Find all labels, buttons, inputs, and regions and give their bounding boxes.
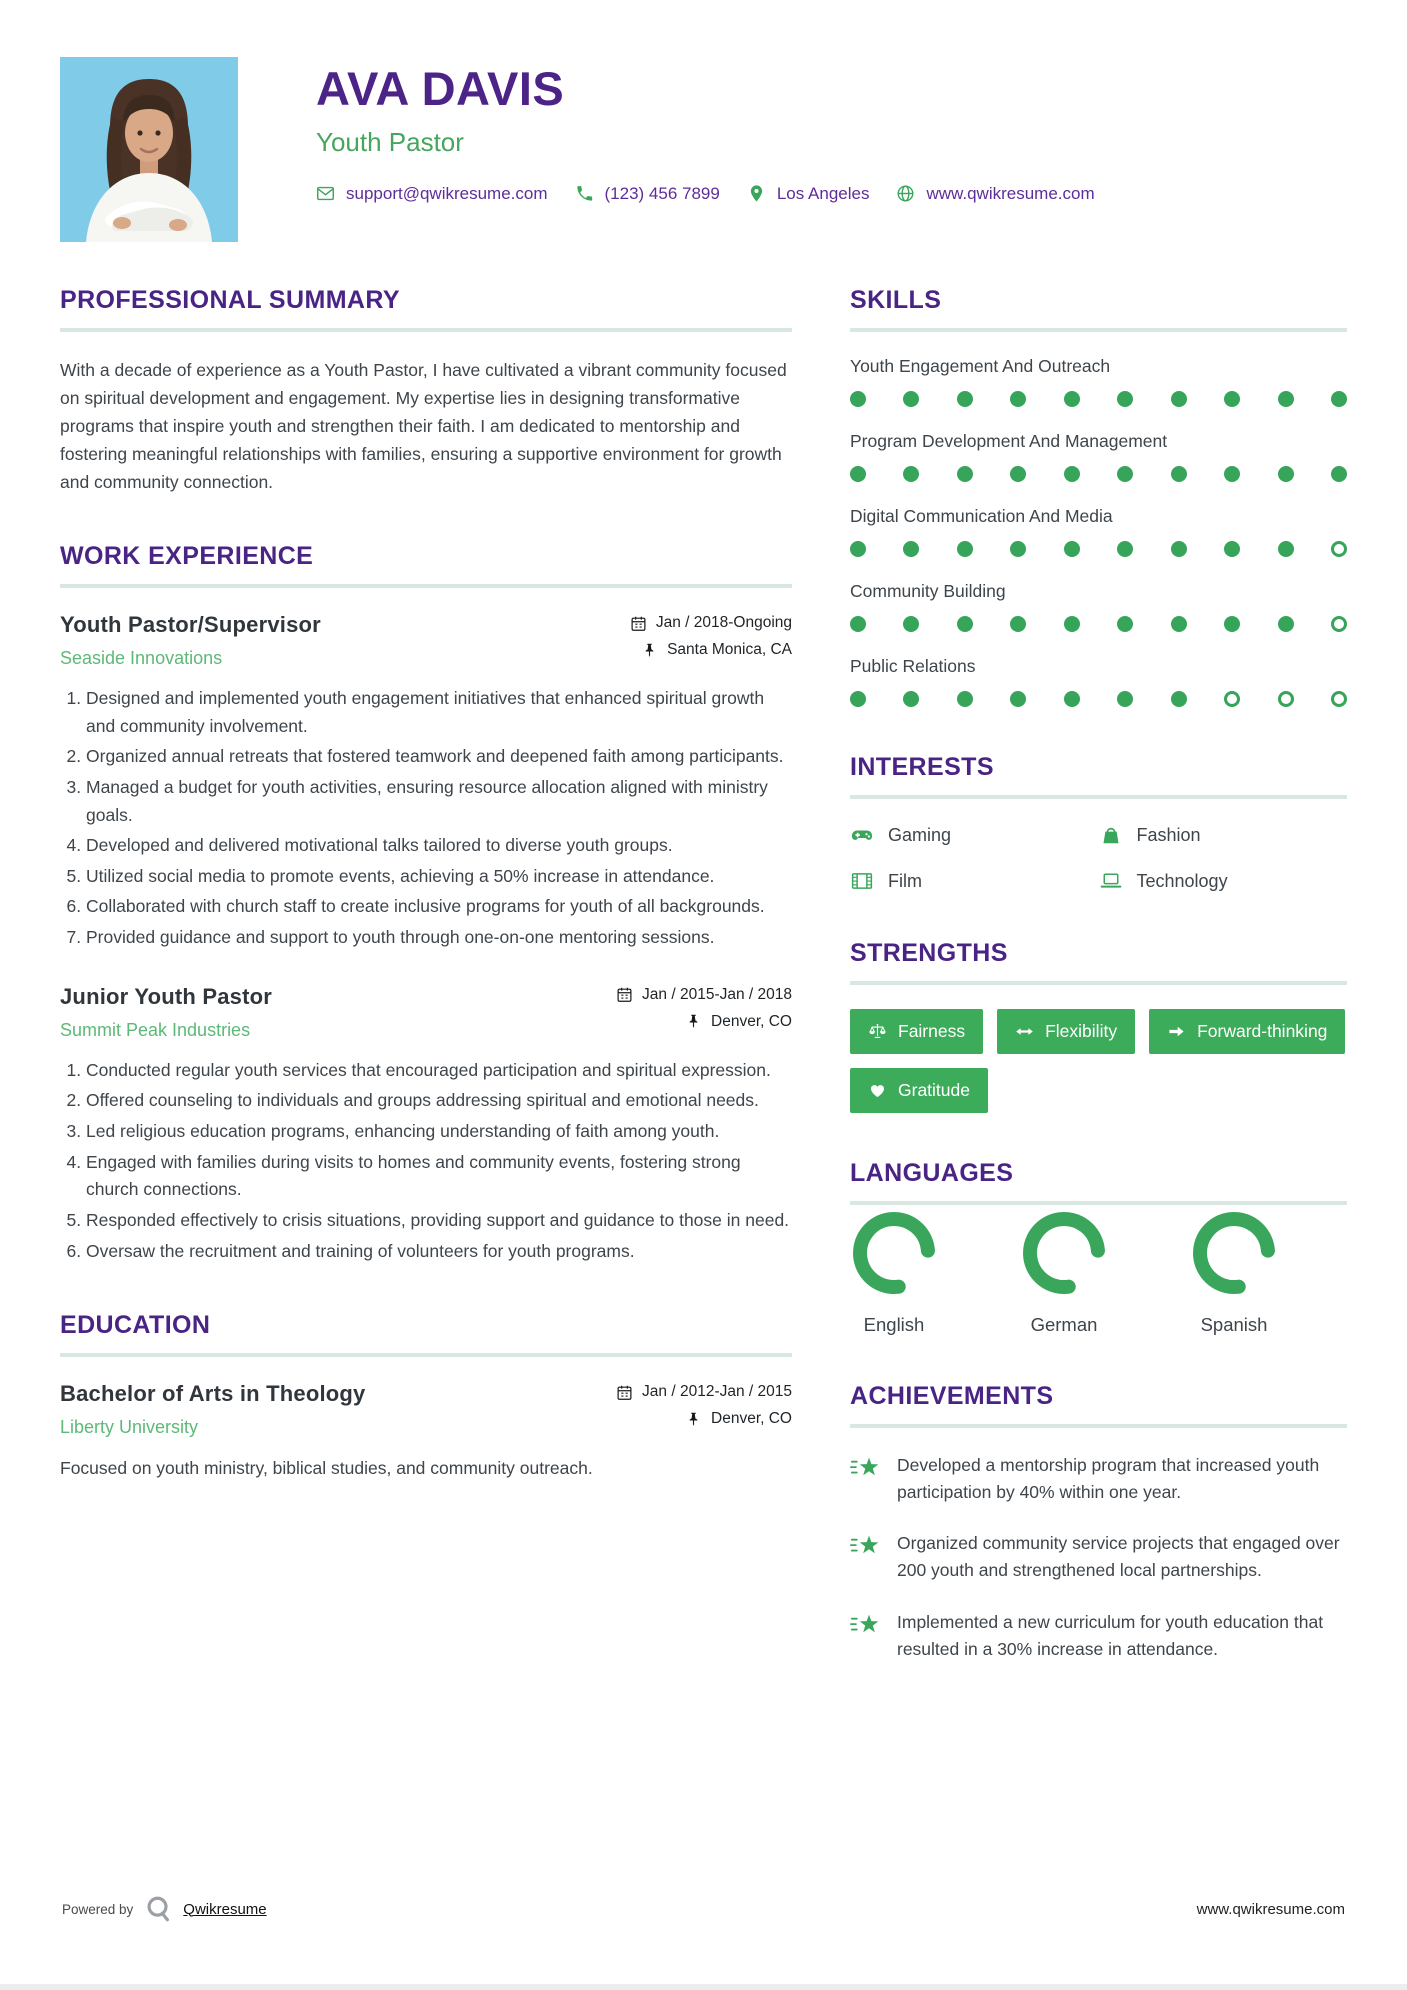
strength-label: Gratitude: [898, 1080, 970, 1100]
strength-badge: [850, 1009, 983, 1054]
skill-dot: [850, 466, 866, 482]
achievement-item: [850, 1609, 1347, 1663]
achievement-item: [850, 1452, 1347, 1506]
section-heading-summary: PROFESSIONAL SUMMARY: [60, 286, 792, 332]
skill-dot: [1278, 466, 1294, 482]
job-bullet: 3. Led religious education programs, enhancing understanding of faith among youth.: [86, 1118, 792, 1146]
achievement-text: Organized community service projects that engaged over 200 youth and strengthened local partnerships.: [897, 1533, 1340, 1581]
strength-badge: [997, 1009, 1135, 1054]
skill-dot: [1064, 391, 1080, 407]
section-heading-work: WORK EXPERIENCE: [60, 542, 792, 588]
skill-name: Program Development And Management: [850, 431, 1168, 451]
job-dates: Jan / 2015-Jan / 2018: [616, 986, 792, 1004]
candidate-title: Youth Pastor: [316, 126, 464, 157]
school-name: Liberty University: [60, 1417, 199, 1438]
pushpin-icon: [641, 642, 658, 659]
job-bullet: 2. Offered counseling to individuals and groups addressing spiritual and emotional needs.: [86, 1087, 792, 1115]
skill-dot: [957, 541, 973, 557]
job-title: Youth Pastor/Supervisor: [60, 612, 321, 637]
skill-item: [850, 431, 1347, 482]
education-dates: Jan / 2012-Jan / 2015: [616, 1383, 792, 1401]
section-languages: [850, 1159, 1347, 1336]
section-heading-skills: SKILLS: [850, 286, 1347, 332]
job-bullet: 7. Provided guidance and support to youth through one-on-one mentoring sessions.: [86, 924, 792, 952]
shooting-star-icon: [850, 1532, 881, 1561]
skills-list: [850, 332, 1347, 707]
profile-photo: [60, 57, 238, 242]
arrow-right-icon: [1167, 1022, 1186, 1041]
section-skills: [850, 286, 1347, 707]
skill-dot: [1010, 541, 1026, 557]
interest-label: Fashion: [1136, 824, 1201, 845]
job-bullet: 4. Engaged with families during visits to homes and community events, fostering strong church connections.: [86, 1149, 792, 1204]
skill-dot: [1117, 616, 1133, 632]
skill-dot: [1064, 466, 1080, 482]
qwikresume-logo-icon: [143, 1894, 173, 1924]
contact-text: (123) 456 7899: [604, 183, 720, 203]
interest-label: Gaming: [888, 824, 952, 845]
achievement-text: Implemented a new curriculum for youth education that resulted in a 30% increase in attendance.: [897, 1611, 1324, 1659]
job-bullet: 5. Utilized social media to promote events, achieving a 50% increase in attendance.: [86, 863, 792, 891]
section-strengths: [850, 939, 1347, 1113]
skill-dot: [1331, 466, 1347, 482]
contact-item[interactable]: [316, 184, 548, 204]
skill-item: [850, 356, 1347, 407]
job-bullet: 1. Designed and implemented youth engagement initiatives that enhanced spiritual growth and community involvement.: [86, 685, 792, 740]
handbag-icon: [1099, 823, 1123, 847]
section-professional-summary: [60, 286, 792, 496]
skill-dot: [1171, 691, 1187, 707]
right-column: [850, 286, 1347, 1663]
job-entry: [60, 612, 792, 952]
section-heading-education: EDUCATION: [60, 1311, 792, 1357]
job-company: Seaside Innovations: [60, 648, 223, 668]
skill-rating-dots: [850, 691, 1347, 707]
job-bullet: 1. Conducted regular youth services that encouraged participation and spiritual expression.: [86, 1057, 792, 1085]
shooting-star-icon: [850, 1454, 881, 1483]
job-company: Summit Peak Industries: [60, 1019, 251, 1040]
skill-dot: [850, 541, 866, 557]
skill-name: Digital Communication And Media: [850, 506, 1113, 526]
location-pin-icon: [747, 184, 766, 203]
job-dates: Jan / 2018-Ongoing: [630, 614, 792, 632]
section-interests: [850, 753, 1347, 893]
interest-label: Film: [888, 870, 922, 891]
contact-text: Los Angeles: [776, 183, 870, 203]
interest-item: [1099, 823, 1348, 847]
globe-icon: [896, 184, 915, 203]
skill-dot: [957, 391, 973, 407]
profile-photo-illustration: [60, 57, 238, 242]
skill-dot: [1010, 391, 1026, 407]
language-ring: [1020, 1209, 1108, 1297]
section-heading-languages: LANGUAGES: [850, 1159, 1347, 1205]
pushpin-icon: [685, 1013, 702, 1030]
skill-dot: [1224, 691, 1240, 707]
gamepad-icon: [850, 823, 874, 847]
skill-dot: [1171, 466, 1187, 482]
skill-dot: [1117, 541, 1133, 557]
skill-dot: [1278, 616, 1294, 632]
skill-dot: [1224, 466, 1240, 482]
languages-list: [850, 1205, 1347, 1336]
contact-item[interactable]: [575, 184, 720, 204]
skill-name: Public Relations: [850, 656, 976, 676]
skill-dot: [1064, 541, 1080, 557]
strength-badge: [1149, 1009, 1345, 1054]
left-column: [60, 286, 792, 1663]
language-ring: [850, 1209, 938, 1297]
skill-dot: [1117, 391, 1133, 407]
arrows-lr-icon: [1015, 1022, 1034, 1041]
contact-row: [316, 184, 1095, 204]
interest-item: [1099, 869, 1348, 893]
skill-dot: [1278, 541, 1294, 557]
skill-dot: [1171, 541, 1187, 557]
heart-icon: [868, 1081, 887, 1100]
achievement-text: Developed a mentorship program that increased youth participation by 40% within one year.: [897, 1455, 1320, 1503]
skill-dot: [1010, 466, 1026, 482]
section-heading-strengths: STRENGTHS: [850, 939, 1347, 985]
job-bullets: [60, 685, 792, 952]
job-bullet: 3. Managed a budget for youth activities, ensuring resource allocation aligned with ministry goals.: [86, 774, 792, 829]
skill-dot: [850, 691, 866, 707]
skill-dot: [1010, 616, 1026, 632]
language-ring: [1190, 1209, 1278, 1297]
skill-dot: [957, 466, 973, 482]
calendar-icon: [616, 1384, 633, 1401]
contact-text: www.qwikresume.com: [926, 183, 1095, 203]
degree-title: Bachelor of Arts in Theology: [60, 1381, 366, 1407]
qwikresume-link[interactable]: Qwikresume: [183, 1900, 267, 1918]
calendar-icon: [630, 615, 647, 632]
skill-dot: [1278, 391, 1294, 407]
skill-dot: [957, 691, 973, 707]
skill-name: Community Building: [850, 581, 1006, 601]
skill-dot: [903, 391, 919, 407]
strength-label: Forward-thinking: [1197, 1021, 1328, 1041]
skill-dot: [1117, 691, 1133, 707]
contact-text: support@qwikresume.com: [346, 183, 548, 203]
interest-item: [850, 869, 1099, 893]
pushpin-icon: [685, 1411, 702, 1428]
resume-header: [60, 57, 1347, 242]
job-bullets: [60, 1057, 792, 1265]
section-work-experience: [60, 542, 792, 1265]
skill-dot: [1331, 616, 1347, 632]
skill-dot: [903, 466, 919, 482]
language-label: English: [863, 1314, 925, 1335]
contact-item[interactable]: [896, 184, 1094, 204]
laptop-icon: [1099, 869, 1123, 893]
skill-dot: [1224, 391, 1240, 407]
skill-dot: [1171, 391, 1187, 407]
calendar-icon: [616, 986, 633, 1003]
skill-rating-dots: [850, 391, 1347, 407]
skill-dot: [903, 541, 919, 557]
skill-dot: [1331, 391, 1347, 407]
footer-website-link[interactable]: www.qwikresume.com: [1196, 1900, 1345, 1918]
job-title: Junior Youth Pastor: [60, 983, 273, 1009]
contact-item[interactable]: [747, 184, 870, 204]
skill-item: [850, 581, 1347, 632]
summary-text: With a decade of experience as a Youth Pastor, I have cultivated a vibrant community focused on spiritual development and engagement. My expertise lies in designing transformative programs that inspire youth and strengthen their faith. I am dedicated to mentorship and fostering meaningful relationships with families, ensuring a supportive environment for growth and community connection.: [60, 360, 787, 492]
skill-dot: [1224, 616, 1240, 632]
envelope-icon: [316, 184, 335, 203]
achievement-item: [850, 1530, 1347, 1584]
skill-dot: [1278, 691, 1294, 707]
shooting-star-icon: [850, 1611, 881, 1640]
skill-dot: [1064, 616, 1080, 632]
education-entry: [60, 1381, 792, 1482]
skill-dot: [1171, 616, 1187, 632]
skill-name: Youth Engagement And Outreach: [850, 356, 1111, 376]
language-item: [1020, 1209, 1108, 1336]
skill-dot: [1224, 541, 1240, 557]
skill-dot: [850, 391, 866, 407]
job-entry: [60, 984, 792, 1265]
skill-dot: [1064, 691, 1080, 707]
section-heading-achievements: ACHIEVEMENTS: [850, 1382, 1347, 1428]
job-bullet: 2. Organized annual retreats that fostered teamwork and deepened faith among participants.: [86, 743, 792, 771]
job-bullet: 6. Oversaw the recruitment and training of volunteers for youth programs.: [86, 1238, 792, 1266]
job-bullet: 6. Collaborated with church staff to create inclusive programs for youth of all backgrounds.: [86, 893, 792, 921]
skill-dot: [903, 691, 919, 707]
language-label: German: [1030, 1314, 1098, 1335]
interest-item: [850, 823, 1099, 847]
skill-dot: [1331, 541, 1347, 557]
skill-dot: [1010, 691, 1026, 707]
section-education: [60, 1311, 792, 1482]
film-icon: [850, 869, 874, 893]
skill-dot: [903, 616, 919, 632]
scale-icon: [868, 1022, 887, 1041]
skill-item: [850, 506, 1347, 557]
job-bullet: 4. Developed and delivered motivational talks tailored to diverse youth groups.: [86, 832, 792, 860]
section-heading-interests: INTERESTS: [850, 753, 1347, 799]
interest-label: Technology: [1136, 870, 1228, 891]
skill-dot: [1117, 466, 1133, 482]
jobs-list: [60, 588, 792, 1265]
language-item: [1190, 1209, 1278, 1336]
interests-list: [850, 799, 1347, 893]
skill-dot: [1331, 691, 1347, 707]
skill-dot: [957, 616, 973, 632]
strength-label: Flexibility: [1045, 1021, 1118, 1041]
job-location: Santa Monica, CA: [630, 641, 792, 659]
education-description: Focused on youth ministry, biblical studies, and community outreach.: [60, 1458, 593, 1479]
section-achievements: [850, 1382, 1347, 1663]
achievements-list: [850, 1428, 1347, 1663]
skill-item: [850, 656, 1347, 707]
job-bullet: 5. Responded effectively to crisis situations, providing support and guidance to those in need.: [86, 1207, 792, 1235]
candidate-name: AVA DAVIS: [316, 62, 565, 115]
education-location: Denver, CO: [616, 1410, 792, 1428]
strength-label: Fairness: [898, 1021, 966, 1041]
skill-dot: [850, 616, 866, 632]
strengths-list: [850, 985, 1347, 1113]
strength-badge: [850, 1068, 988, 1113]
powered-by-label: Powered by: [62, 1901, 134, 1917]
skill-rating-dots: [850, 616, 1347, 632]
skill-rating-dots: [850, 466, 1347, 482]
phone-icon: [575, 184, 594, 203]
job-location: Denver, CO: [616, 1013, 792, 1031]
page-footer: [62, 1894, 1345, 1924]
language-item: [850, 1209, 938, 1336]
language-label: Spanish: [1200, 1314, 1268, 1335]
skill-rating-dots: [850, 541, 1347, 557]
